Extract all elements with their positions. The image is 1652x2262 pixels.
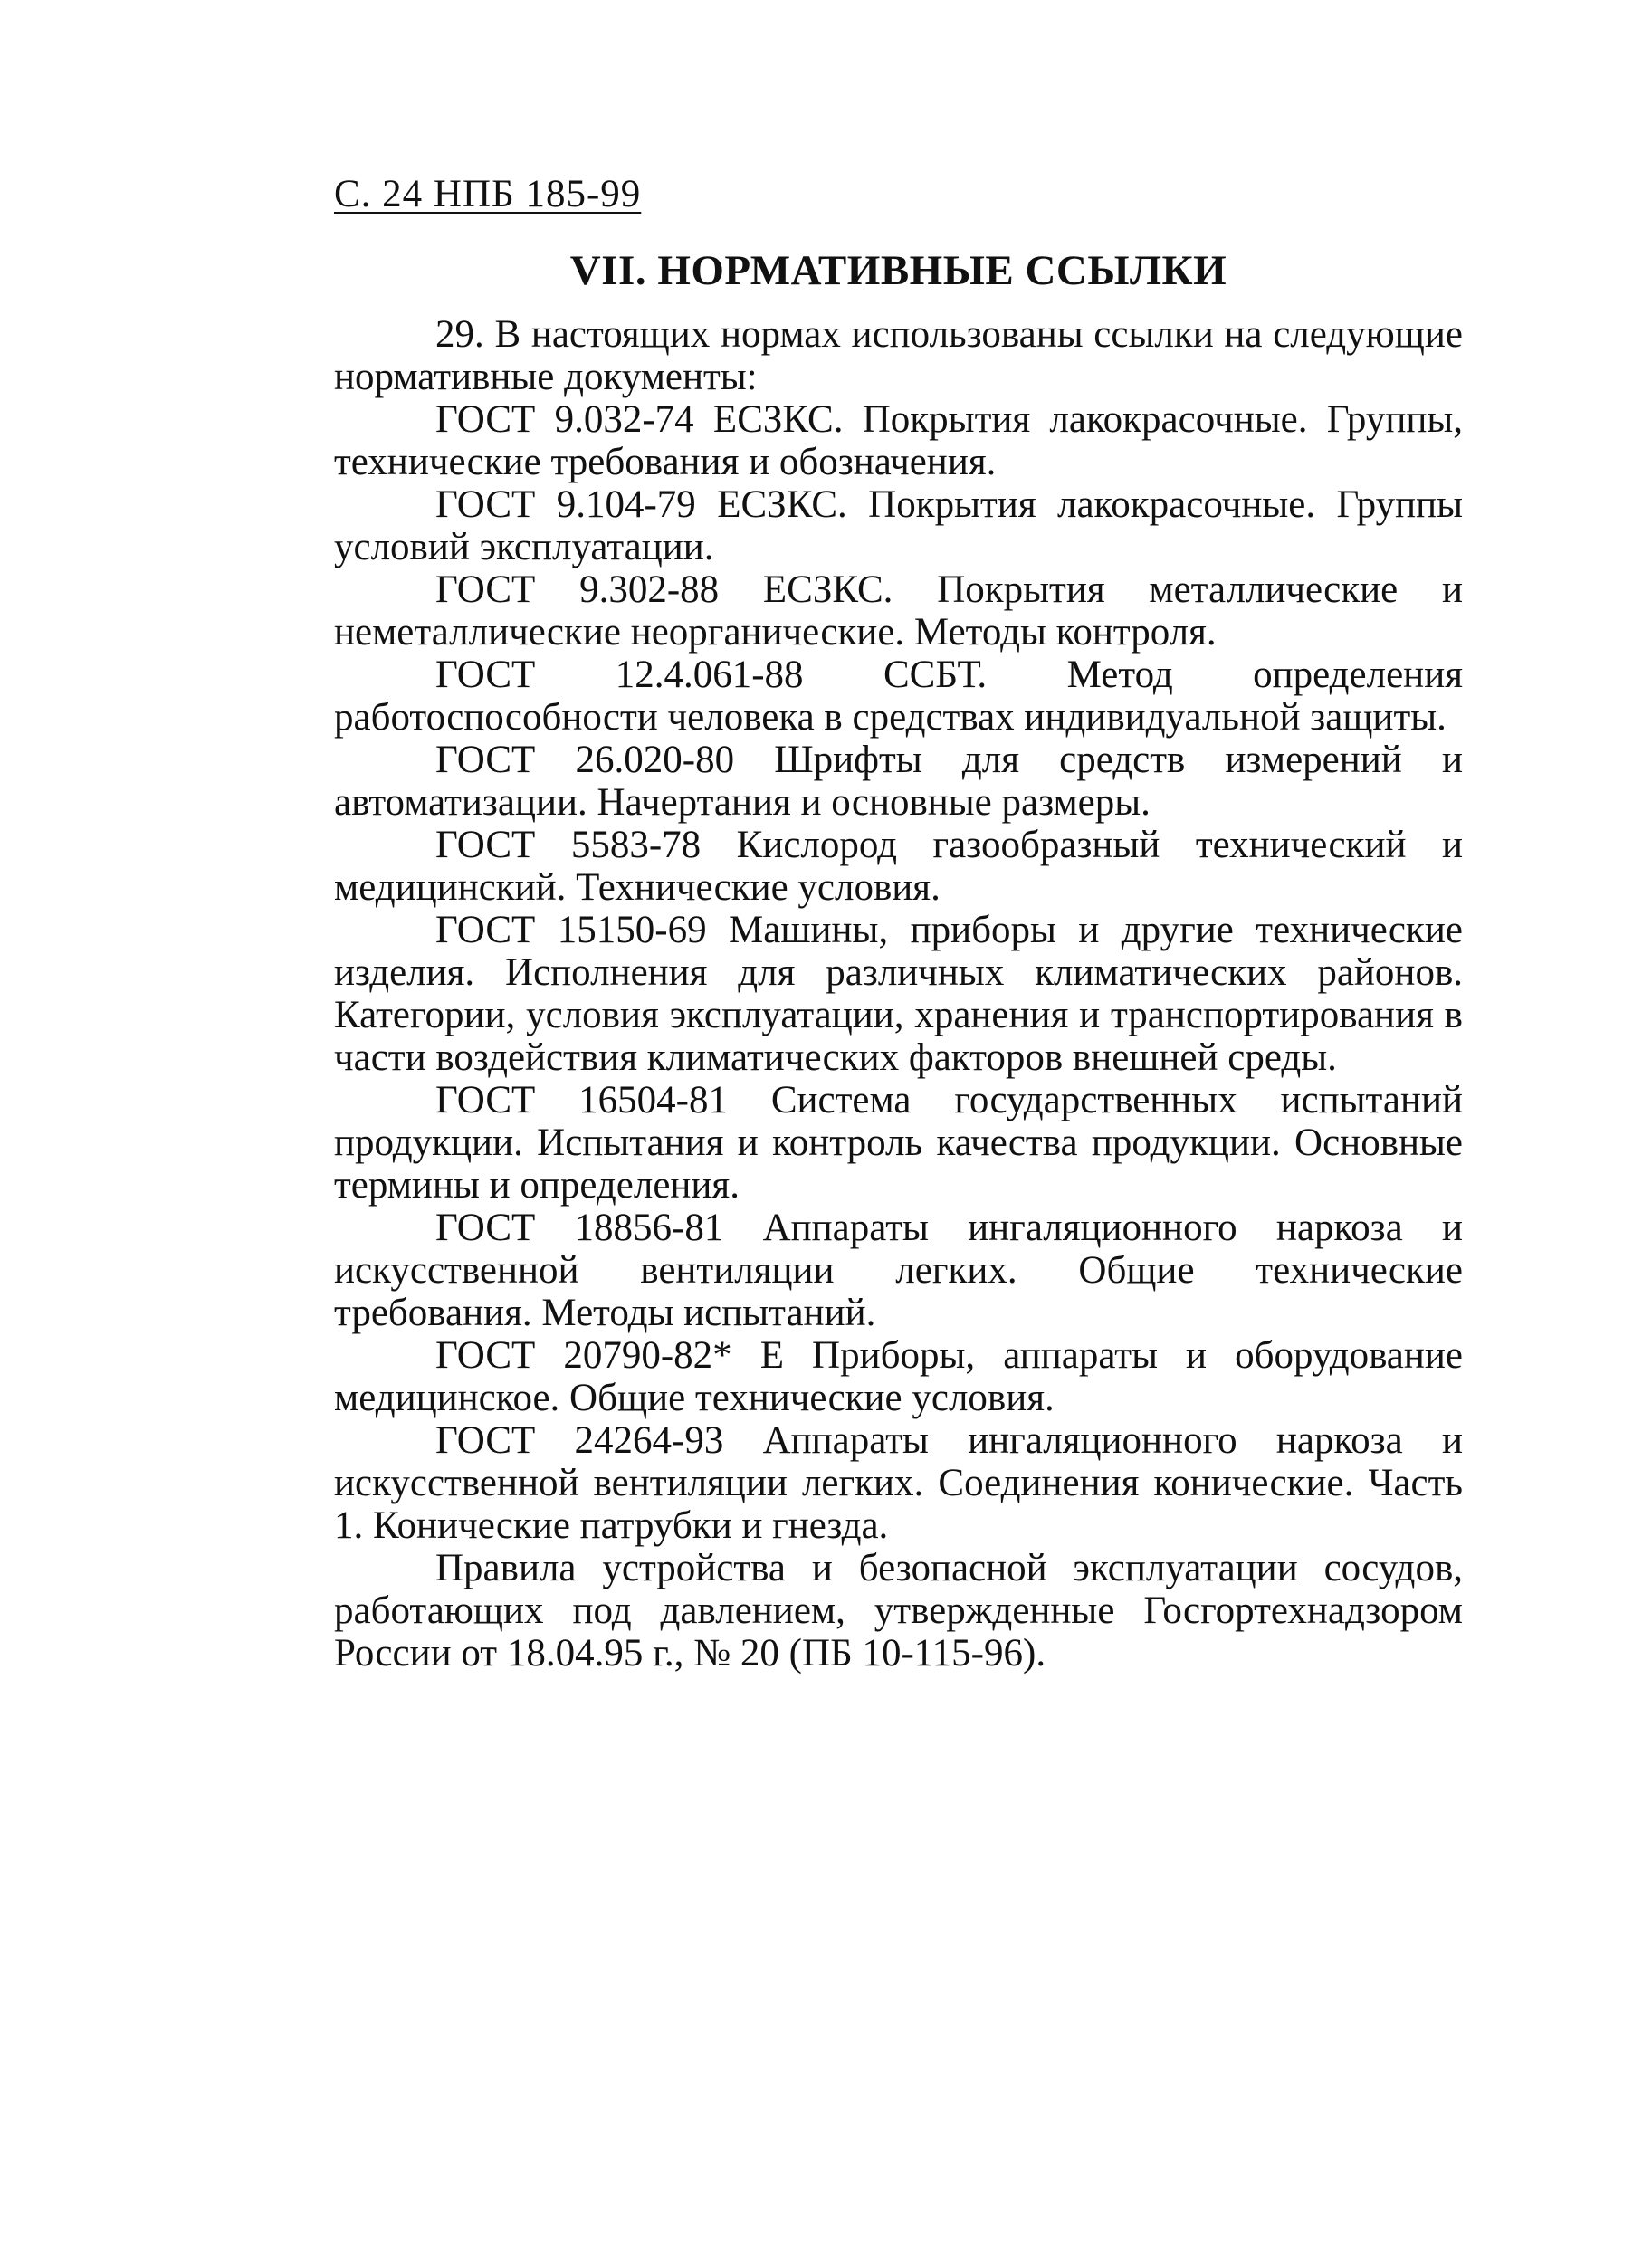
reference-item: Правила устройства и безопасной эксплуатации сосудов, работающих под давлением, утвержденные Госгортехнадзором России от 18.04.95 г., № 20 (ПБ 10-115-96). [334,1547,1463,1675]
document-body [334,313,1463,1675]
reference-item: ГОСТ 9.032-74 ЕСЗКС. Покрытия лакокрасочные. Группы, технические требования и обозначения. [334,398,1463,483]
running-head: С. 24 НПБ 185-99 [334,173,642,215]
reference-item: ГОСТ 26.020-80 Шрифты для средств измерений и автоматизации. Начертания и основные размеры. [334,739,1463,824]
reference-item: ГОСТ 15150-69 Машины, приборы и другие технические изделия. Исполнения для различных климатических районов. Категории, условия эксплуатации, хранения и транспортирования в части воздействия климатических факторов внешней среды. [334,909,1463,1079]
reference-item: ГОСТ 24264-93 Аппараты ингаляционного наркоза и искусственной вентиляции легких. Соединения конические. Часть 1. Конические патрубки и гнезда. [334,1419,1463,1547]
reference-item: ГОСТ 9.302-88 ЕСЗКС. Покрытия металлические и неметаллические неорганические. Методы контроля. [334,568,1463,654]
section-title: VII. НОРМАТИВНЫЕ ССЫЛКИ [569,247,1227,294]
intro-paragraph: 29. В настоящих нормах использованы ссылки на следующие нормативные документы: [334,313,1463,398]
reference-item: ГОСТ 9.104-79 ЕСЗКС. Покрытия лакокрасочные. Группы условий эксплуатации. [334,483,1463,568]
reference-item: ГОСТ 20790-82* Е Приборы, аппараты и оборудование медицинское. Общие технические условия. [334,1334,1463,1419]
reference-item: ГОСТ 12.4.061-88 ССБТ. Метод определения работоспособности человека в средствах индивидуальной защиты. [334,654,1463,739]
reference-item: ГОСТ 18856-81 Аппараты ингаляционного наркоза и искусственной вентиляции легких. Общие технические требования. Методы испытаний. [334,1207,1463,1334]
reference-item: ГОСТ 16504-81 Система государственных испытаний продукции. Испытания и контроль качества продукции. Основные термины и определения. [334,1079,1463,1207]
reference-item: ГОСТ 5583-78 Кислород газообразный технический и медицинский. Технические условия. [334,824,1463,909]
